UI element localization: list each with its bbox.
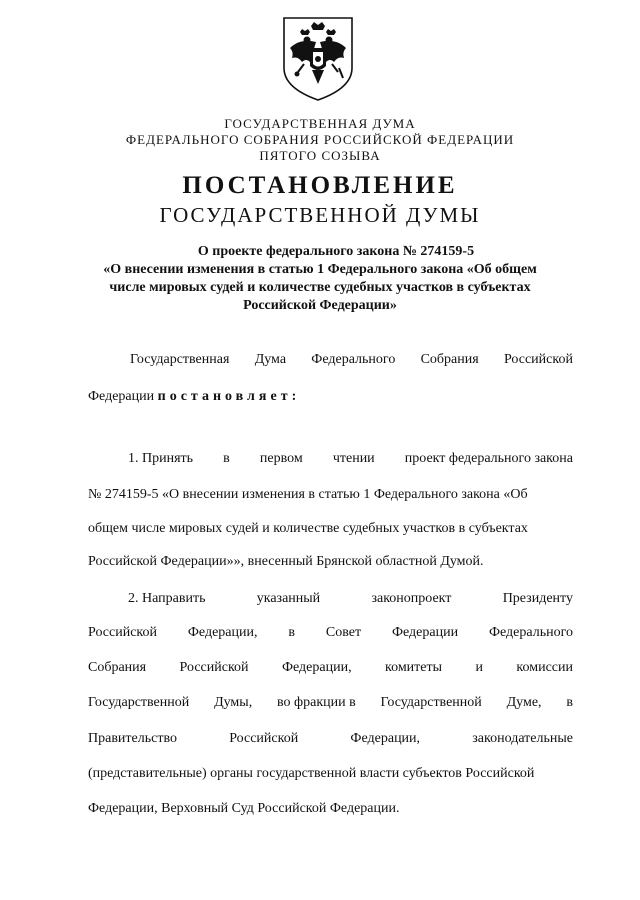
word: Государственной — [380, 695, 482, 710]
word: Федерации, — [281, 660, 352, 675]
document-subtitle: ГОСУДАРСТВЕННОЙ ДУМЫ — [159, 203, 481, 227]
item1-line-4: Российской Федерации»», внесенный Брянской областной Думой. — [88, 554, 484, 569]
word: в — [566, 695, 573, 710]
word: Государственной — [88, 695, 190, 710]
intro-prefix: Федерации — [88, 389, 155, 404]
word: Думы, — [214, 695, 253, 710]
word: Государственная — [130, 352, 230, 367]
word: Совет — [325, 625, 362, 640]
item1-line-1 — [128, 450, 573, 468]
word: проект федерального закона — [404, 451, 573, 466]
intro-line-1 — [130, 351, 573, 369]
word: чтении — [332, 451, 375, 466]
item2-line-6: (представительные) органы государственной власти субъектов Российской — [88, 766, 535, 781]
intro-emphasis: постановляет: — [157, 389, 301, 404]
item2-line-2 — [88, 624, 573, 642]
word: 1. Принять — [128, 451, 194, 466]
word: комитеты — [385, 660, 443, 675]
word: законопроект — [371, 591, 452, 606]
word: Федерации, — [187, 625, 258, 640]
word: Российской — [88, 625, 157, 640]
word: Дума — [254, 352, 287, 367]
word: Федерации, — [350, 731, 421, 746]
word: Российской — [503, 352, 573, 367]
word: в — [288, 625, 295, 640]
item1-line-2: № 274159-5 «О внесении изменения в статью 1 Федерального закона «Об — [88, 487, 528, 502]
word: во фракции в — [277, 695, 356, 710]
item2-line-5 — [88, 730, 573, 748]
header-line-2: ФЕДЕРАЛЬНОГО СОБРАНИЯ РОССИЙСКОЙ ФЕДЕРАЦИИ — [125, 132, 515, 147]
item2-line-4 — [88, 694, 573, 712]
word: Президенту — [502, 591, 573, 606]
item1-line-3: общем числе мировых судей и количестве судебных участков в субъектах — [88, 521, 528, 536]
word: первом — [259, 451, 303, 466]
header-line-3: ПЯТОГО СОЗЫВА — [259, 148, 381, 163]
law-title-line-3: числе мировых судей и количестве судебных участков в субъектах — [109, 280, 531, 295]
law-title-line-2: «О внесении изменения в статью 1 Федерального закона «Об общем — [103, 262, 537, 277]
word: законодательные — [472, 731, 573, 746]
word: Российской — [179, 660, 249, 675]
word: в — [223, 451, 230, 466]
law-title-line-1: О проекте федерального закона № 274159-5 — [197, 244, 475, 259]
state-emblem-icon — [280, 14, 356, 102]
item2-line-3 — [88, 659, 573, 677]
item2-line-1 — [128, 590, 573, 608]
word: Российской — [229, 731, 299, 746]
item2-line-7: Федерации, Верховный Суд Российской Федерации. — [88, 801, 400, 816]
word: Собрания — [88, 660, 147, 675]
word: Правительство — [88, 731, 177, 746]
word: Собрания — [420, 352, 479, 367]
word: 2. Направить — [128, 591, 206, 606]
intro-line-2 — [88, 388, 573, 406]
law-title-line-4: Российской Федерации» — [243, 298, 397, 313]
word: Федерального — [488, 625, 573, 640]
word: Федерального — [311, 352, 396, 367]
word: комиссии — [516, 660, 573, 675]
word: указанный — [256, 591, 321, 606]
header-line-1: ГОСУДАРСТВЕННАЯ ДУМА — [224, 116, 416, 131]
word: Федерации — [391, 625, 459, 640]
word: и — [475, 660, 483, 675]
document-title: ПОСТАНОВЛЕНИЕ — [182, 172, 458, 199]
word: Думе, — [506, 695, 542, 710]
